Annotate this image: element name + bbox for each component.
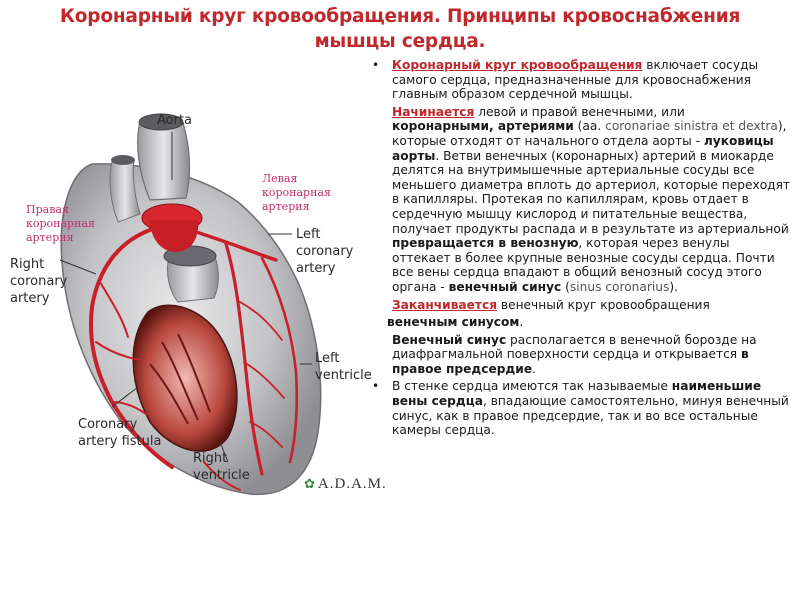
page-title <box>0 4 800 54</box>
aorta-vessel <box>138 120 190 200</box>
label-rus-right-coronary: Правая коронарная артерия <box>26 203 95 244</box>
label-aorta: Aorta <box>157 113 193 128</box>
adam-logo: ✿ A.D.A.M. <box>304 476 387 492</box>
text-column <box>370 58 790 441</box>
label-rus-left-coronary: Левая коронарная артерия <box>262 172 331 213</box>
paragraph-sinus-location: Венечный синус располагается в венечной борозде на диафрагмальной поверхности сердца и открывается в правое предсердие. <box>392 332 757 376</box>
leaf-icon: ✿ <box>304 476 316 491</box>
label-left-ventricle: Left ventricle <box>315 351 372 383</box>
title-line-2: мышцы сердца. <box>314 31 486 52</box>
label-right-ventricle: Right ventricle <box>193 451 250 483</box>
title-line-1: Коронарный круг кровообращения. Принципы кровоснабжения <box>59 6 741 27</box>
label-coronary-artery-fistula: Coronary artery fistula <box>78 417 162 449</box>
paragraph-definition: • Коронарный круг кровообращения включает сосуды самого сердца, предназначенные для кровоснабжения главным образом сердечной мышцы. <box>370 58 790 102</box>
label-right-coronary-artery: Right coronary artery <box>10 257 68 306</box>
paragraph-origin: Начинается левой и правой венечными, или коронарными, артериями (аа. coronariae sinistra et dextra), которые отходят от начального отдела аорты - луковицы аорты. Ветви венечных (коронарных) артерий в миокарде делятся на внутримышечные артериальные сосуды все меньшего диаметра вплоть до артериол, которые переходят в капилляры. Протекая по капиллярам, кровь отдает в сердечную мышцу кислород и питательные вещества, получает продукты распада и в результате из артериальной превращается в венозную, которая через венулы оттекает в более крупные венозные сосуды сердца. Почти все вены сердца впадают в общий венозный сосуд этого органа - венечный синус (sinus coronarius). <box>392 104 791 294</box>
label-left-coronary-artery: Left coronary artery <box>296 227 354 276</box>
paragraph-smallest-veins: • В стенке сердца имеются так называемые наименьшие вены сердца, впадающие самостоятельно, минуя венечный синус, как в правое предсердие, так и во все остальные камеры сердца. <box>370 379 790 437</box>
paragraph-sinus: венечным синусом. <box>387 315 524 330</box>
paragraph-ending: Заканчивается венечный круг кровообращения <box>392 297 710 312</box>
